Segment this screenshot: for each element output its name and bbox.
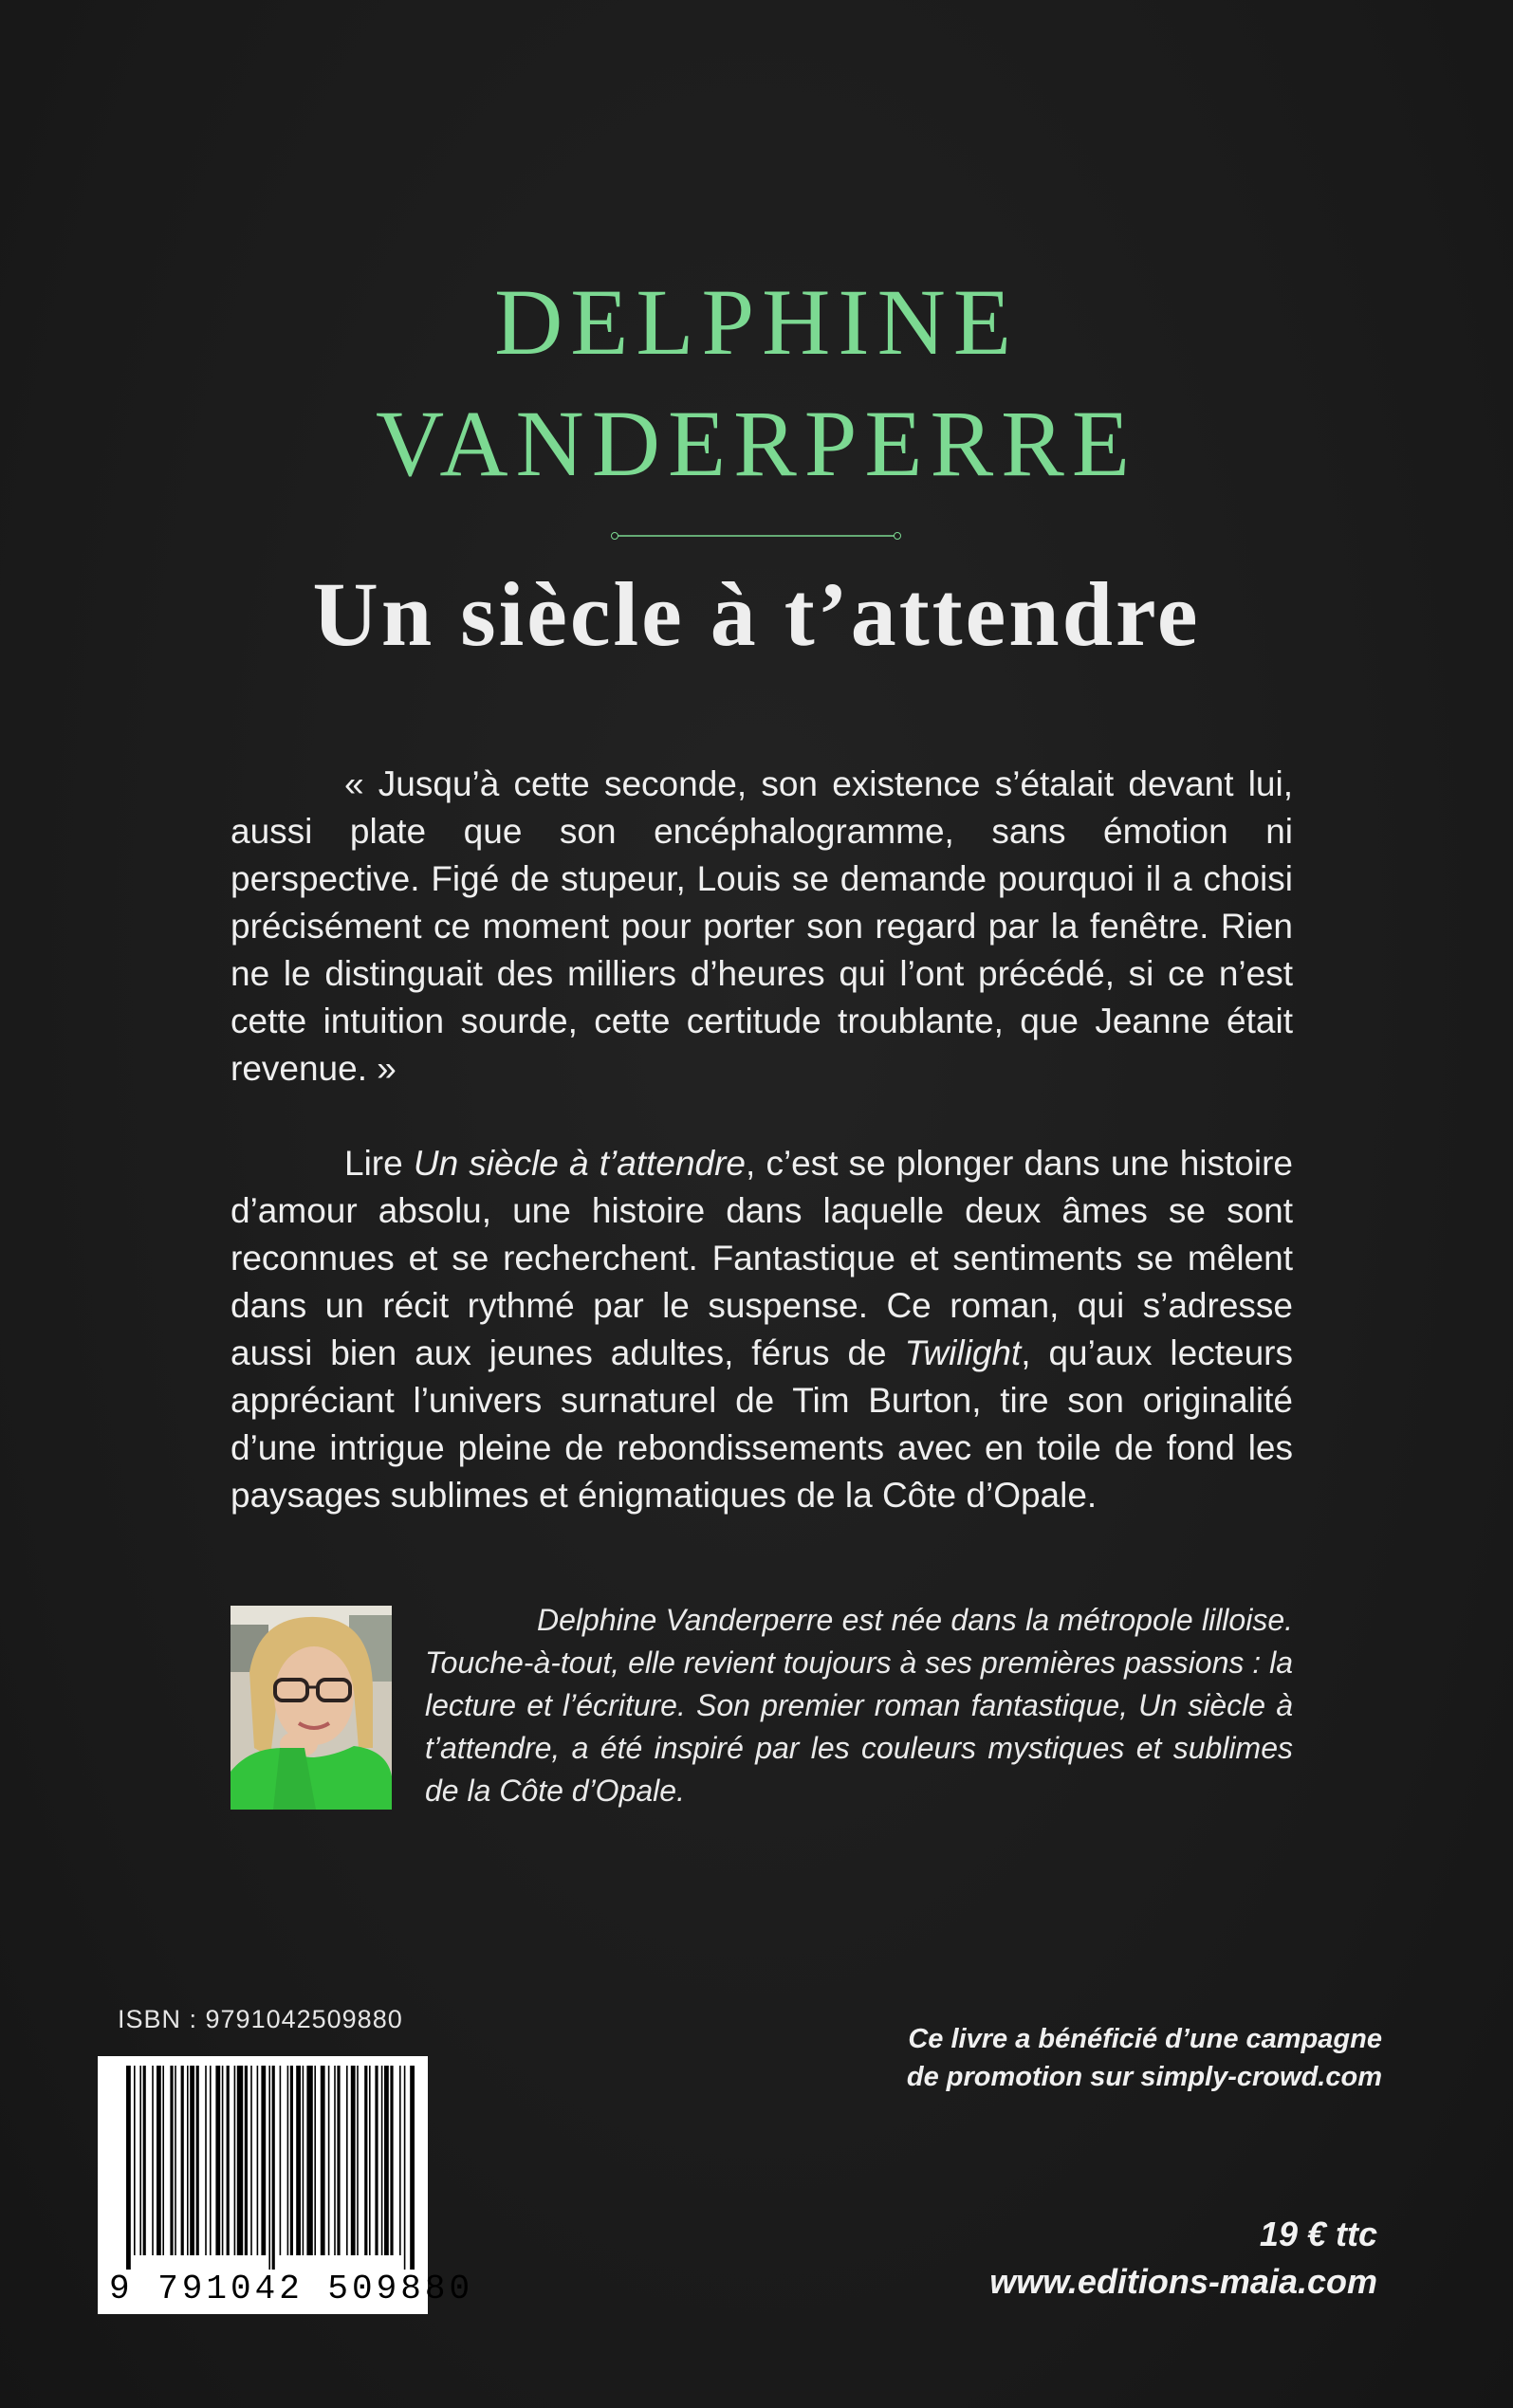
promotion-notice bbox=[907, 2020, 1382, 2096]
book-description: Lire Un siècle à t’attendre, c’est se plonger dans une histoire d’amour absolu, une histoire dans laquelle deux âmes se sont reconnues et se recherchent. Fantastique et sentiments se mêlent dans un récit rythmé par le suspense. Ce roman, qui s’adresse aussi bien aux jeunes adultes, férus de Twilight, qu’aux lecteurs appréciant l’univers surnaturel de Tim Burton, tire son originalité d’une intrigue pleine de rebondissements avec en toile de fond les paysages sublimes et énigmatiques de la Côte d’Opale. bbox=[231, 1144, 1293, 1515]
author-last-name: VANDERPERRE bbox=[376, 391, 1137, 496]
author-bio: Delphine Vanderperre est née dans la métropole lilloise. Touche-à-tout, elle revient toujours à ses premières passions : la lecture et l’écriture. Son premier roman fantastique, Un siècle à t’attendre, a été inspiré par les couleurs mystiques et sublimes de la Côte d’Opale. bbox=[425, 1603, 1293, 1808]
book-title: Un siècle à t’attendre bbox=[312, 563, 1201, 665]
excerpt-quote: « Jusqu’à cette seconde, son existence s’étalait devant lui, aussi plate que son encéphalogramme, sans émotion ni perspective. Figé de stupeur, Louis se demande pourquoi il a choisi précisément ce moment pour porter son regard par la fenêtre. Rien ne le distinguait des milliers d’heures qui l’ont précédé, si ce n’est cette intuition sourde, cette certitude troublante, que Jeanne était revenue. » bbox=[231, 764, 1293, 1088]
barcode-digits: 9 791042 509880 bbox=[109, 2270, 474, 2308]
promotion-line-2: de promotion sur simply-crowd.com bbox=[906, 2062, 1382, 2092]
description-title-italic: Un siècle à t’attendre bbox=[413, 1144, 747, 1183]
title-divider-ornament bbox=[611, 534, 901, 538]
isbn-barcode bbox=[98, 2056, 474, 2314]
publisher-website: www.editions-maia.com bbox=[989, 2262, 1377, 2301]
author-photo bbox=[231, 1606, 392, 1810]
price: 19 € ttc bbox=[1259, 2215, 1377, 2253]
barcode-bars bbox=[98, 2056, 428, 2274]
promotion-line-1: Ce livre a bénéficié d’une campagne bbox=[908, 2024, 1382, 2054]
isbn-label: ISBN : 9791042509880 bbox=[118, 2005, 403, 2033]
description-twilight-italic: Twilight bbox=[904, 1333, 1022, 1372]
author-first-name: DELPHINE bbox=[494, 269, 1019, 375]
